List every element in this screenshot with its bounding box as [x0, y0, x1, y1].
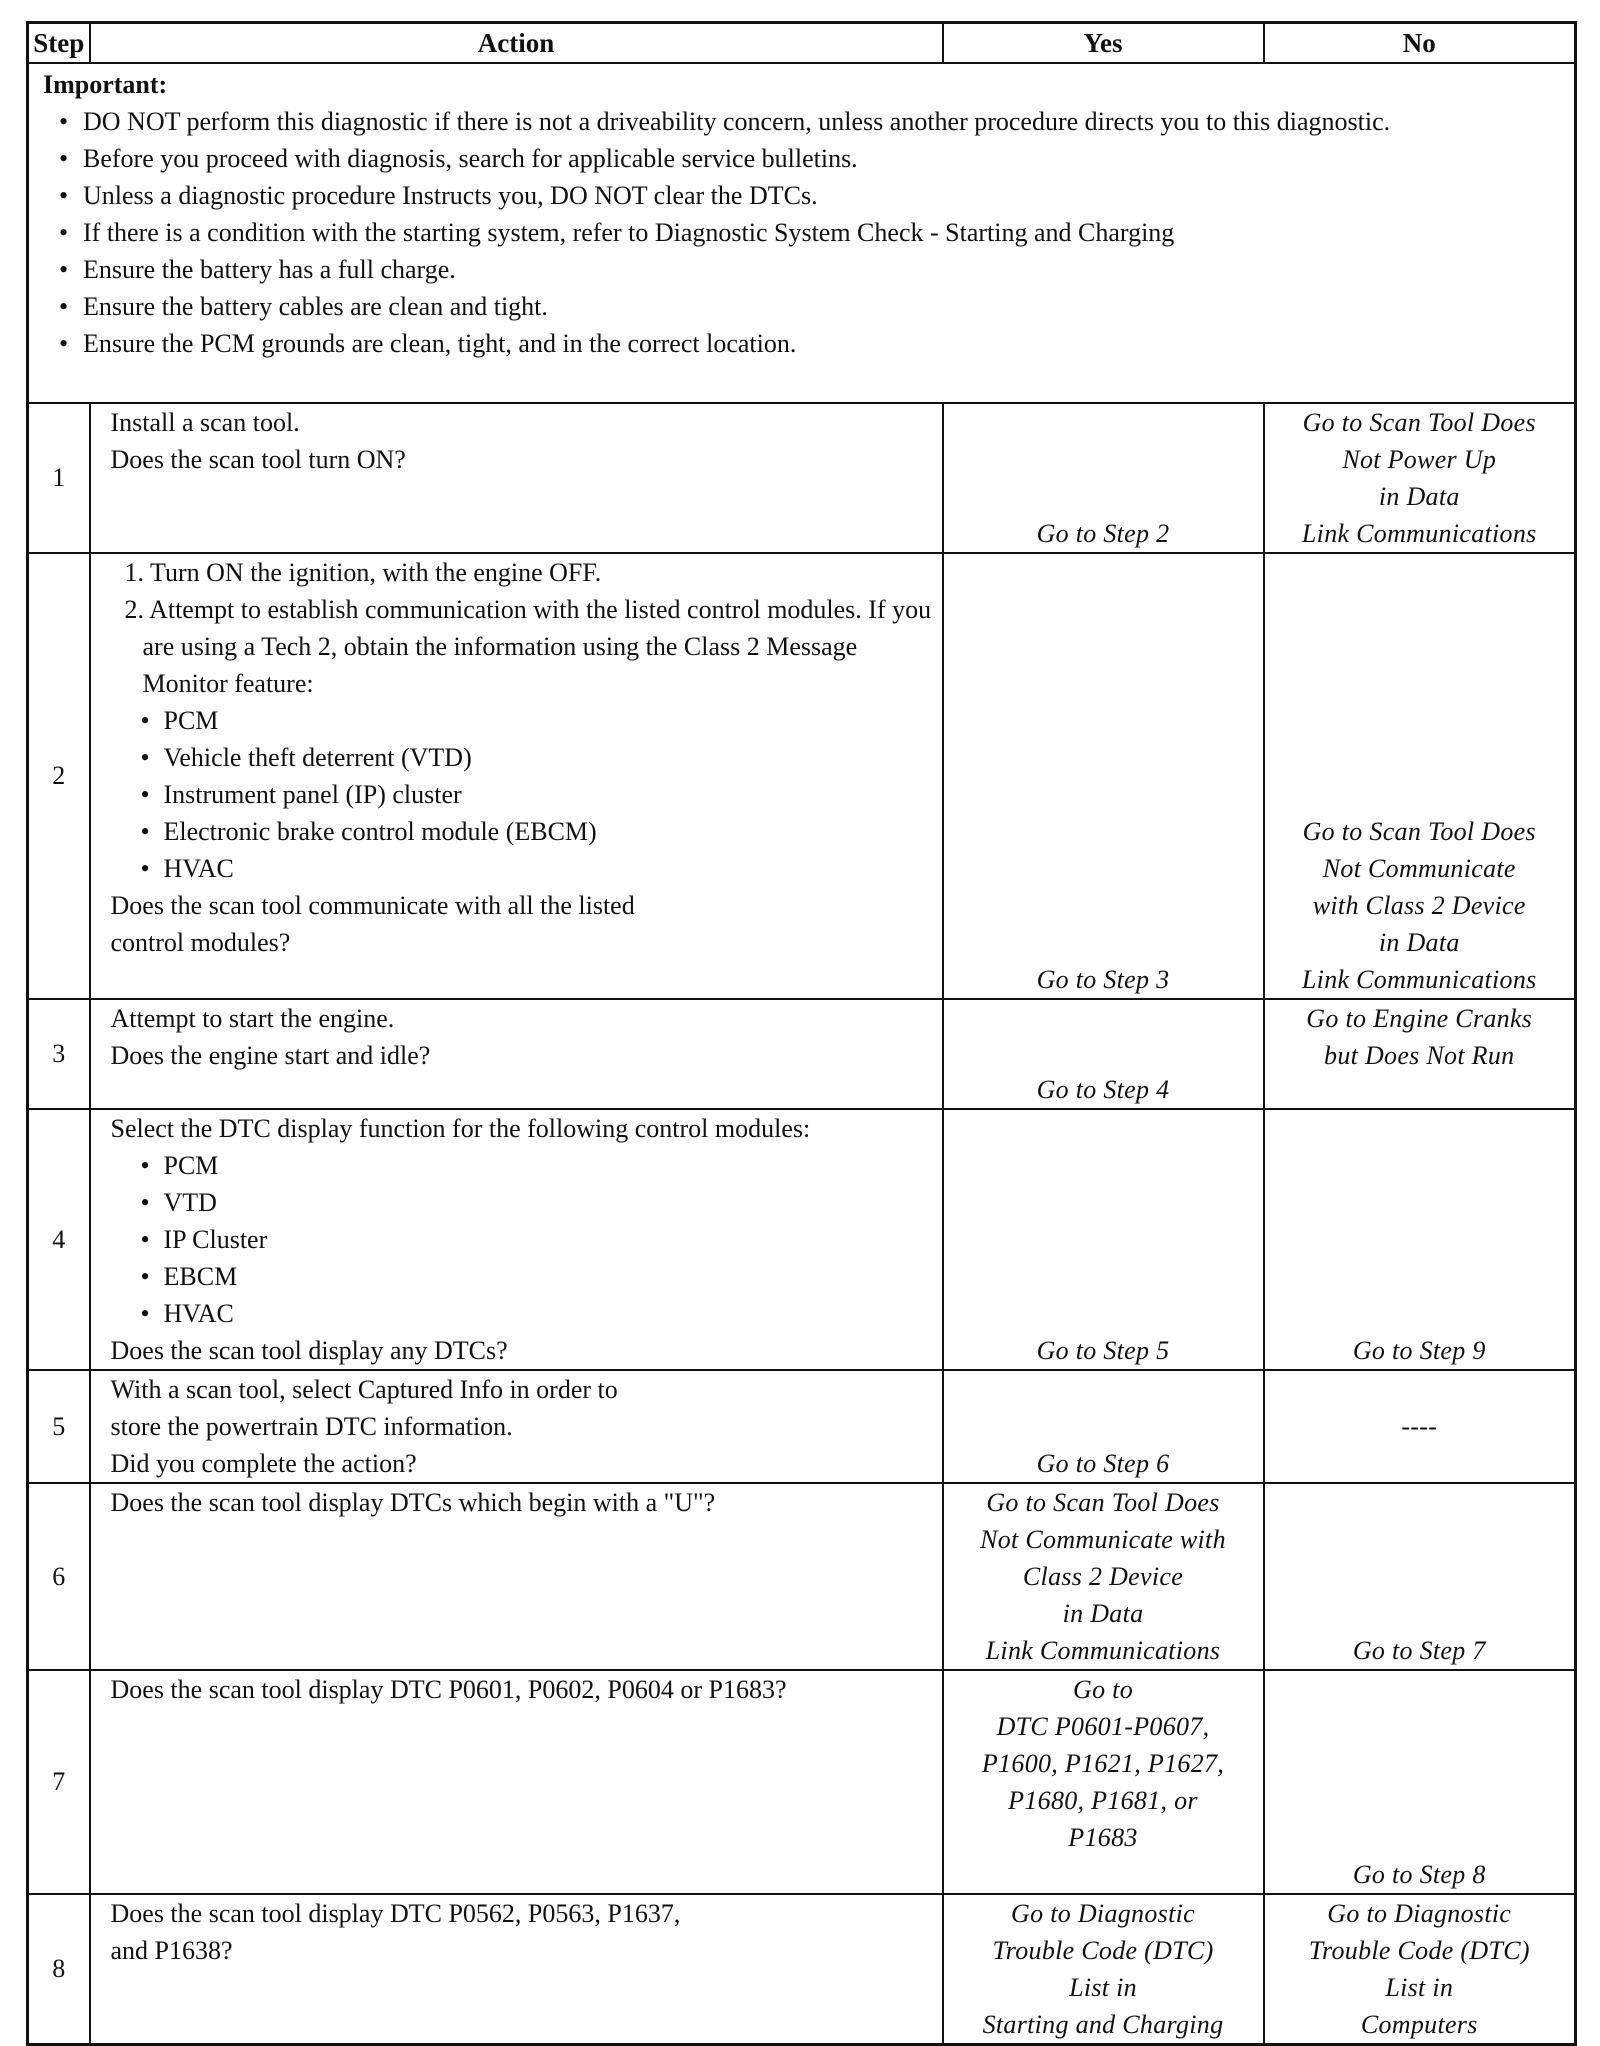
- yes-link[interactable]: Go to Step 4: [1036, 1075, 1170, 1104]
- no-result: [1264, 553, 1576, 999]
- module-item: • EBCM: [137, 1258, 932, 1295]
- important-item: • Ensure the battery has a full charge.: [57, 251, 1564, 288]
- no-link[interactable]: in Data: [1378, 482, 1460, 511]
- yes-result: [943, 1109, 1264, 1370]
- action-intro: Select the DTC display function for the following control modules:: [110, 1114, 811, 1143]
- yes-link[interactable]: P1683: [1068, 1823, 1138, 1852]
- no-link[interactable]: List in: [1385, 1973, 1454, 2002]
- action-line: Did you complete the action?: [110, 1449, 417, 1478]
- module-item: • PCM: [137, 1147, 932, 1184]
- step-row-6: [28, 1483, 1576, 1670]
- module-item: • Electronic brake control module (EBCM): [137, 813, 932, 850]
- yes-link[interactable]: Trouble Code (DTC): [992, 1936, 1214, 1965]
- yes-link[interactable]: in Data: [1062, 1599, 1144, 1628]
- important-title: Important:: [43, 70, 168, 99]
- no-result: [1264, 1370, 1576, 1483]
- no-link[interactable]: Not Communicate: [1322, 854, 1516, 883]
- step-action: [90, 1894, 943, 2045]
- numbered-item: 1. Turn ON the ignition, with the engine OFF.: [124, 558, 602, 587]
- action-line: Does the scan tool display DTCs which begin with a "U"?: [110, 1488, 716, 1517]
- diagnostic-table: [26, 21, 1577, 2046]
- step-action: [90, 1670, 943, 1894]
- yes-result: [943, 1483, 1264, 1670]
- yes-result: [943, 1894, 1264, 2045]
- important-item: • If there is a condition with the starting system, refer to Diagnostic System Check - Starting and Charging: [57, 214, 1564, 251]
- important-item: • DO NOT perform this diagnostic if there is not a driveability concern, unless another procedure directs you to this diagnostic.: [57, 103, 1564, 140]
- step-number: 5: [28, 1370, 90, 1483]
- yes-result: [943, 1370, 1264, 1483]
- no-link[interactable]: Go to Scan Tool Does: [1302, 408, 1536, 437]
- no-link[interactable]: Link Communications: [1301, 965, 1537, 994]
- no-link[interactable]: Go to Engine Cranks: [1306, 1004, 1533, 1033]
- step-action: [90, 999, 943, 1109]
- action-line: Does the scan tool display DTC P0562, P0563, P1637,: [110, 1899, 681, 1928]
- header-action: Action: [90, 23, 943, 64]
- no-link[interactable]: Go to Diagnostic: [1327, 1899, 1512, 1928]
- no-link[interactable]: Computers: [1360, 2010, 1478, 2039]
- module-item: • HVAC: [137, 1295, 932, 1332]
- yes-link[interactable]: List in: [1069, 1973, 1137, 2002]
- yes-link[interactable]: P1680, P1681, or: [1008, 1786, 1198, 1815]
- yes-result: [943, 1670, 1264, 1894]
- no-placeholder: ----: [1401, 1412, 1438, 1441]
- yes-result: [943, 553, 1264, 999]
- header-no: No: [1264, 23, 1576, 64]
- no-link[interactable]: in Data: [1378, 928, 1460, 957]
- yes-link[interactable]: Link Communications: [985, 1636, 1221, 1665]
- action-line: Attempt to start the engine.: [110, 1004, 395, 1033]
- no-result: [1264, 1894, 1576, 2045]
- no-result: [1264, 1109, 1576, 1370]
- yes-link[interactable]: Go to Step 5: [1036, 1336, 1170, 1365]
- no-result: [1264, 403, 1576, 553]
- action-line: Install a scan tool.: [110, 408, 300, 437]
- numbered-list: [111, 554, 932, 702]
- module-item: • PCM: [137, 702, 932, 739]
- module-list: [111, 702, 932, 887]
- action-line: Does the scan tool turn ON?: [110, 445, 406, 474]
- step-row-8: [28, 1894, 1576, 2045]
- step-number: 3: [28, 999, 90, 1109]
- step-number: 6: [28, 1483, 90, 1670]
- no-result: [1264, 999, 1576, 1109]
- header-yes: Yes: [943, 23, 1264, 64]
- yes-link[interactable]: Go to Diagnostic: [1011, 1899, 1195, 1928]
- yes-link[interactable]: Not Communicate with: [980, 1525, 1226, 1554]
- step-action: [90, 1483, 943, 1670]
- module-item: • HVAC: [137, 850, 932, 887]
- step-row-4: [28, 1109, 1576, 1370]
- step-action: [90, 553, 943, 999]
- no-link[interactable]: Go to Step 8: [1352, 1860, 1486, 1889]
- yes-link[interactable]: Go to Step 6: [1036, 1449, 1170, 1478]
- module-list: [111, 1147, 932, 1332]
- module-item: • Vehicle theft deterrent (VTD): [137, 739, 932, 776]
- yes-link[interactable]: DTC P0601-P0607,: [996, 1712, 1210, 1741]
- diagnostic-table-page: [26, 21, 1574, 2046]
- yes-link[interactable]: Go to: [1073, 1675, 1133, 1704]
- numbered-item: 2. Attempt to establish communication with the listed control modules. If you are using a Tech 2, obtain the information using the Class 2 Message Monitor feature:: [124, 595, 932, 698]
- no-link[interactable]: Go to Step 7: [1352, 1636, 1486, 1665]
- header-step: Step: [28, 23, 90, 64]
- no-result: [1264, 1670, 1576, 1894]
- module-item: • IP Cluster: [137, 1221, 932, 1258]
- no-result: [1264, 1483, 1576, 1670]
- no-link[interactable]: but Does Not Run: [1324, 1041, 1515, 1070]
- yes-result: [943, 999, 1264, 1109]
- yes-link[interactable]: Go to Step 3: [1036, 965, 1170, 994]
- no-link[interactable]: Trouble Code (DTC): [1308, 1936, 1530, 1965]
- no-link[interactable]: with Class 2 Device: [1312, 891, 1526, 920]
- important-list: [43, 103, 1564, 362]
- yes-result: [943, 403, 1264, 553]
- action-line: Does the engine start and idle?: [110, 1041, 431, 1070]
- yes-link[interactable]: Go to Step 2: [1036, 519, 1170, 548]
- yes-link[interactable]: Class 2 Device: [1022, 1562, 1184, 1591]
- important-item: • Unless a diagnostic procedure Instructs you, DO NOT clear the DTCs.: [57, 177, 1564, 214]
- important-cell: [28, 63, 1576, 403]
- important-row: [28, 63, 1576, 403]
- action-question: Does the scan tool communicate with all the listed control modules?: [110, 891, 635, 957]
- action-line: and P1638?: [110, 1936, 233, 1965]
- yes-link[interactable]: Go to Scan Tool Does: [986, 1488, 1220, 1517]
- step-number: 7: [28, 1670, 90, 1894]
- action-line: Does the scan tool display DTC P0601, P0602, P0604 or P1683?: [110, 1675, 787, 1704]
- step-row-7: [28, 1670, 1576, 1894]
- important-item: • Before you proceed with diagnosis, search for applicable service bulletins.: [57, 140, 1564, 177]
- step-action: [90, 403, 943, 553]
- step-number: 4: [28, 1109, 90, 1370]
- step-action: [90, 1109, 943, 1370]
- step-number: 1: [28, 403, 90, 553]
- important-item: • Ensure the battery cables are clean and tight.: [57, 288, 1564, 325]
- no-link[interactable]: Not Power Up: [1342, 445, 1497, 474]
- no-link[interactable]: Go to Step 9: [1352, 1336, 1486, 1365]
- yes-link[interactable]: P1600, P1621, P1627,: [981, 1749, 1225, 1778]
- important-item: • Ensure the PCM grounds are clean, tight, and in the correct location.: [57, 325, 1564, 362]
- module-item: • VTD: [137, 1184, 932, 1221]
- yes-link[interactable]: Starting and Charging: [982, 2010, 1224, 2039]
- step-row-3: [28, 999, 1576, 1109]
- step-row-5: [28, 1370, 1576, 1483]
- step-row-1: [28, 403, 1576, 553]
- action-question: Does the scan tool display any DTCs?: [110, 1336, 508, 1365]
- step-row-2: [28, 553, 1576, 999]
- step-number: 2: [28, 553, 90, 999]
- no-link[interactable]: Link Communications: [1301, 519, 1537, 548]
- module-item: • Instrument panel (IP) cluster: [137, 776, 932, 813]
- step-action: [90, 1370, 943, 1483]
- no-link[interactable]: Go to Scan Tool Does: [1302, 817, 1536, 846]
- action-line: With a scan tool, select Captured Info in order to store the powertrain DTC information.: [110, 1375, 618, 1441]
- step-number: 8: [28, 1894, 90, 2045]
- table-header-row: [28, 23, 1576, 64]
